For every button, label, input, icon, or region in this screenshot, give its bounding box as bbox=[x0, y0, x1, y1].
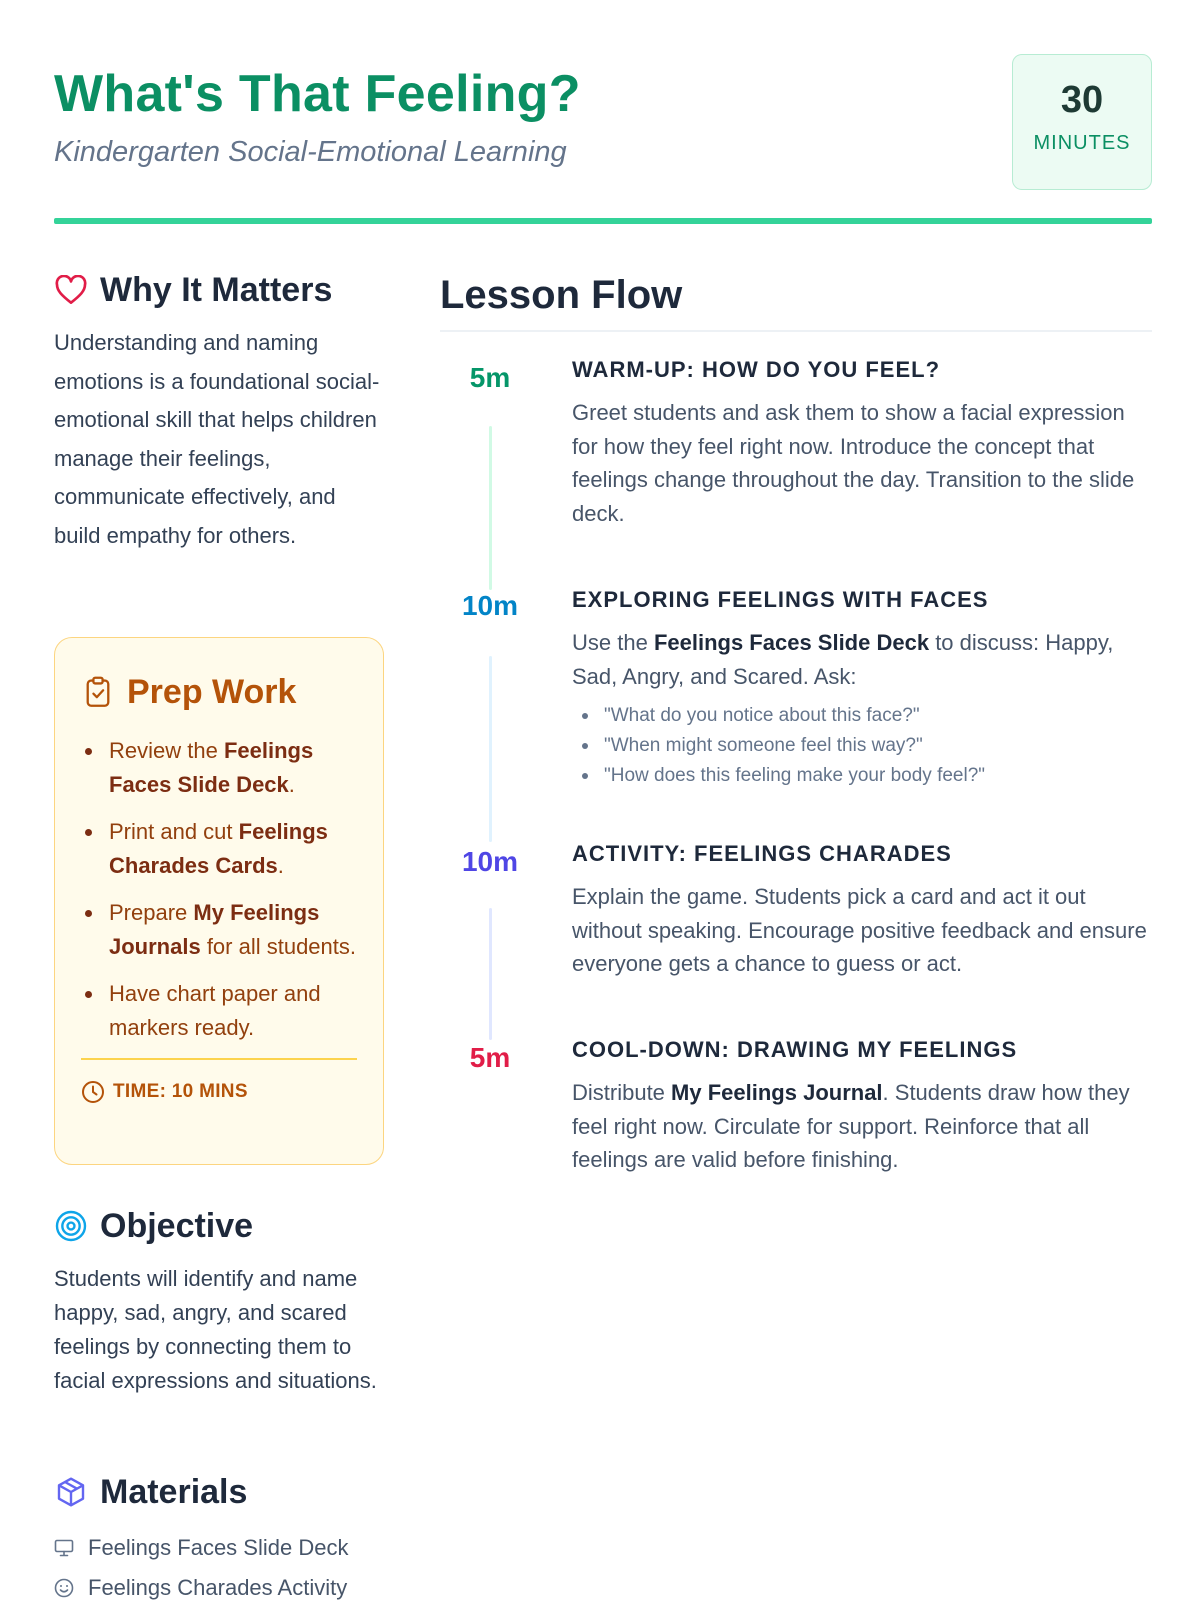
header-divider bbox=[54, 218, 1152, 224]
step-description: Greet students and ask them to show a facial expression for how they feel right now. Introduce the concept that feelings change throughout the day. Transition to the slide deck. bbox=[572, 400, 1135, 526]
prep-divider bbox=[81, 1058, 357, 1060]
prep-item: Print and cut Feelings Charades Cards. bbox=[81, 815, 357, 883]
prep-heading bbox=[81, 664, 357, 720]
step-duration: 5m bbox=[469, 1042, 511, 1073]
step-body bbox=[572, 354, 1152, 530]
objective-text: Students will identify and name happy, sad, angry, and scared feelings by connecting them to facial expressions and situations. bbox=[54, 1266, 377, 1393]
duration-value: 30 bbox=[1060, 79, 1104, 121]
duration-unit: MINUTES bbox=[1033, 132, 1131, 154]
clipboard-check-icon bbox=[81, 675, 115, 709]
objective-heading bbox=[54, 1198, 384, 1254]
prep-title: Prep Work bbox=[127, 672, 297, 711]
why-heading bbox=[54, 262, 384, 318]
question-item: "How does this feeling make your body feel?" bbox=[572, 761, 1152, 791]
prep-item: Prepare My Feelings Journals for all students. bbox=[81, 896, 357, 964]
smiley-icon bbox=[54, 1578, 76, 1598]
lesson-flow-title: Lesson Flow bbox=[440, 273, 683, 317]
prep-work-card bbox=[54, 637, 384, 1165]
discussion-questions bbox=[572, 701, 1152, 791]
step-description: Explain the game. Students pick a card and act it out without speaking. Encourage positive feedback and ensure everyone gets a chance to guess or act. bbox=[572, 884, 1147, 976]
step-duration: 10m bbox=[461, 846, 519, 877]
lesson-flow-section bbox=[440, 262, 1152, 332]
prep-item: Review the Feelings Faces Slide Deck. bbox=[81, 734, 357, 802]
target-icon bbox=[54, 1209, 88, 1243]
package-icon bbox=[54, 1475, 88, 1509]
prep-time-label: TIME: 10 MINS bbox=[113, 1080, 248, 1102]
flow-step bbox=[440, 357, 1152, 588]
step-description: Distribute My Feelings Journal. Students draw how they feel right now. Circulate for support. Reinforce that all feelings are valid before finishing. bbox=[572, 1080, 1130, 1172]
materials-heading bbox=[54, 1464, 384, 1520]
flow-step bbox=[440, 587, 1152, 840]
material-item bbox=[54, 1528, 384, 1568]
timeline-connector bbox=[489, 908, 492, 1040]
step-heading: ACTIVITY: FEELINGS CHARADES bbox=[572, 841, 952, 866]
page-title: What's That Feeling? bbox=[54, 65, 581, 123]
prep-list bbox=[81, 734, 357, 1045]
why-text: Understanding and naming emotions is a foundational social-emotional skill that helps children manage their feelings, communicate effectively, and build empathy for others. bbox=[54, 330, 380, 548]
materials-section bbox=[54, 1464, 384, 1600]
prep-time bbox=[81, 1080, 357, 1104]
why-title: Why It Matters bbox=[100, 270, 333, 309]
material-label: Feelings Faces Slide Deck bbox=[88, 1535, 349, 1560]
prep-item: Have chart paper and markers ready. bbox=[81, 977, 357, 1045]
objective-section bbox=[54, 1198, 384, 1398]
heart-icon bbox=[54, 273, 88, 307]
step-heading: WARM-UP: HOW DO YOU FEEL? bbox=[572, 357, 941, 382]
step-body bbox=[572, 584, 1152, 791]
presentation-icon bbox=[54, 1539, 76, 1557]
step-heading: COOL-DOWN: DRAWING MY FEELINGS bbox=[572, 1037, 1018, 1062]
materials-title: Materials bbox=[100, 1472, 248, 1511]
timeline-connector bbox=[489, 656, 492, 842]
step-body bbox=[572, 838, 1152, 981]
question-item: "When might someone feel this way?" bbox=[572, 731, 1152, 761]
flow-step bbox=[440, 1037, 1152, 1192]
flow-step bbox=[440, 841, 1152, 1036]
materials-list bbox=[54, 1528, 384, 1600]
step-duration: 5m bbox=[469, 362, 511, 393]
clock-icon bbox=[81, 1080, 105, 1104]
step-body bbox=[572, 1034, 1152, 1177]
lesson-flow-divider bbox=[440, 330, 1152, 332]
step-description: Use the Feelings Faces Slide Deck to discuss: Happy, Sad, Angry, and Scared. Ask: bbox=[572, 630, 1114, 689]
duration-badge bbox=[1012, 54, 1152, 190]
material-label: Feelings Charades Activity bbox=[88, 1575, 348, 1600]
page-subtitle: Kindergarten Social-Emotional Learning bbox=[54, 136, 567, 168]
step-duration: 10m bbox=[461, 590, 519, 621]
question-item: "What do you notice about this face?" bbox=[572, 701, 1152, 731]
timeline-connector bbox=[489, 426, 492, 590]
material-item bbox=[54, 1568, 384, 1600]
objective-title: Objective bbox=[100, 1206, 254, 1245]
lesson-header bbox=[54, 52, 1152, 192]
why-section bbox=[54, 262, 384, 555]
step-heading: EXPLORING FEELINGS WITH FACES bbox=[572, 587, 989, 612]
